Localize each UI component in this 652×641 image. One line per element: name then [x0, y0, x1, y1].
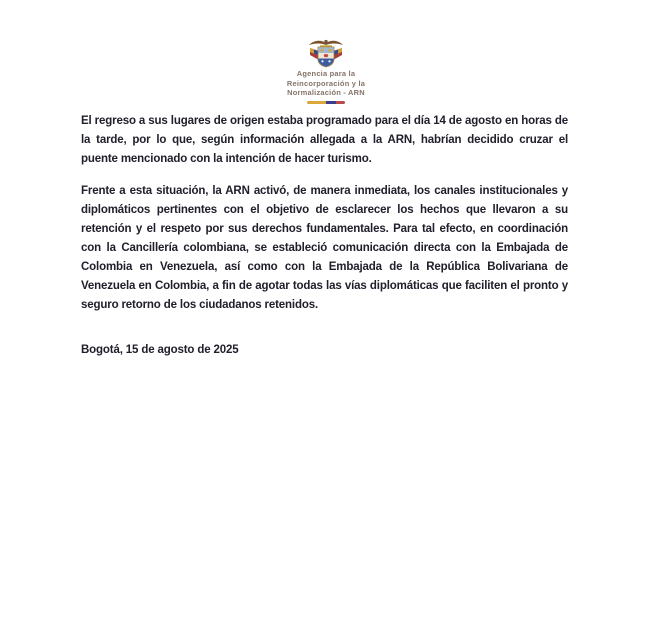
- paragraph-arn-response: Frente a esta situación, la ARN activó, de manera inmediata, los canales institucionales y diplomáticos pertinentes con el objetivo de esclarecer los hechos que llevaron a su retención y el respeto por sus derechos fundamentales. Para tal efecto, en coordinación con la Cancillería colombiana, se estableció comunicación directa con la Embajada de Colombia en Venezuela, así como con la Embajada de la República Bolivariana de Venezuela en Colombia, a fin de agotar todas las vías diplomáticas que faciliten el pronto y seguro retorno de los ciudadanos retenidos.: [81, 185, 568, 311]
- colombia-flag-bar: [307, 101, 345, 105]
- org-name: [0, 69, 652, 98]
- flag-blue-segment: [326, 101, 336, 105]
- flag-yellow-segment: [307, 101, 326, 105]
- org-name-line-3: Normalización - ARN: [287, 88, 365, 97]
- org-name-line-1: Agencia para la: [296, 69, 356, 78]
- org-name-line-2: Reincorporación y la: [286, 78, 366, 88]
- paragraph-return-plans: El regreso a sus lugares de origen estaba programado para el día 14 de agosto en horas de la tarde, por lo que, según información allegada a la ARN, habrían decidido cruzar el puente mencionado con la intención de hacer turismo.: [81, 115, 568, 165]
- letterhead: [0, 38, 652, 104]
- flag-red-segment: [336, 101, 346, 105]
- statement-body: [0, 112, 652, 360]
- colombia-coat-of-arms-icon: [307, 38, 345, 68]
- dateline: Bogotá, 15 de agosto de 2025: [81, 344, 239, 356]
